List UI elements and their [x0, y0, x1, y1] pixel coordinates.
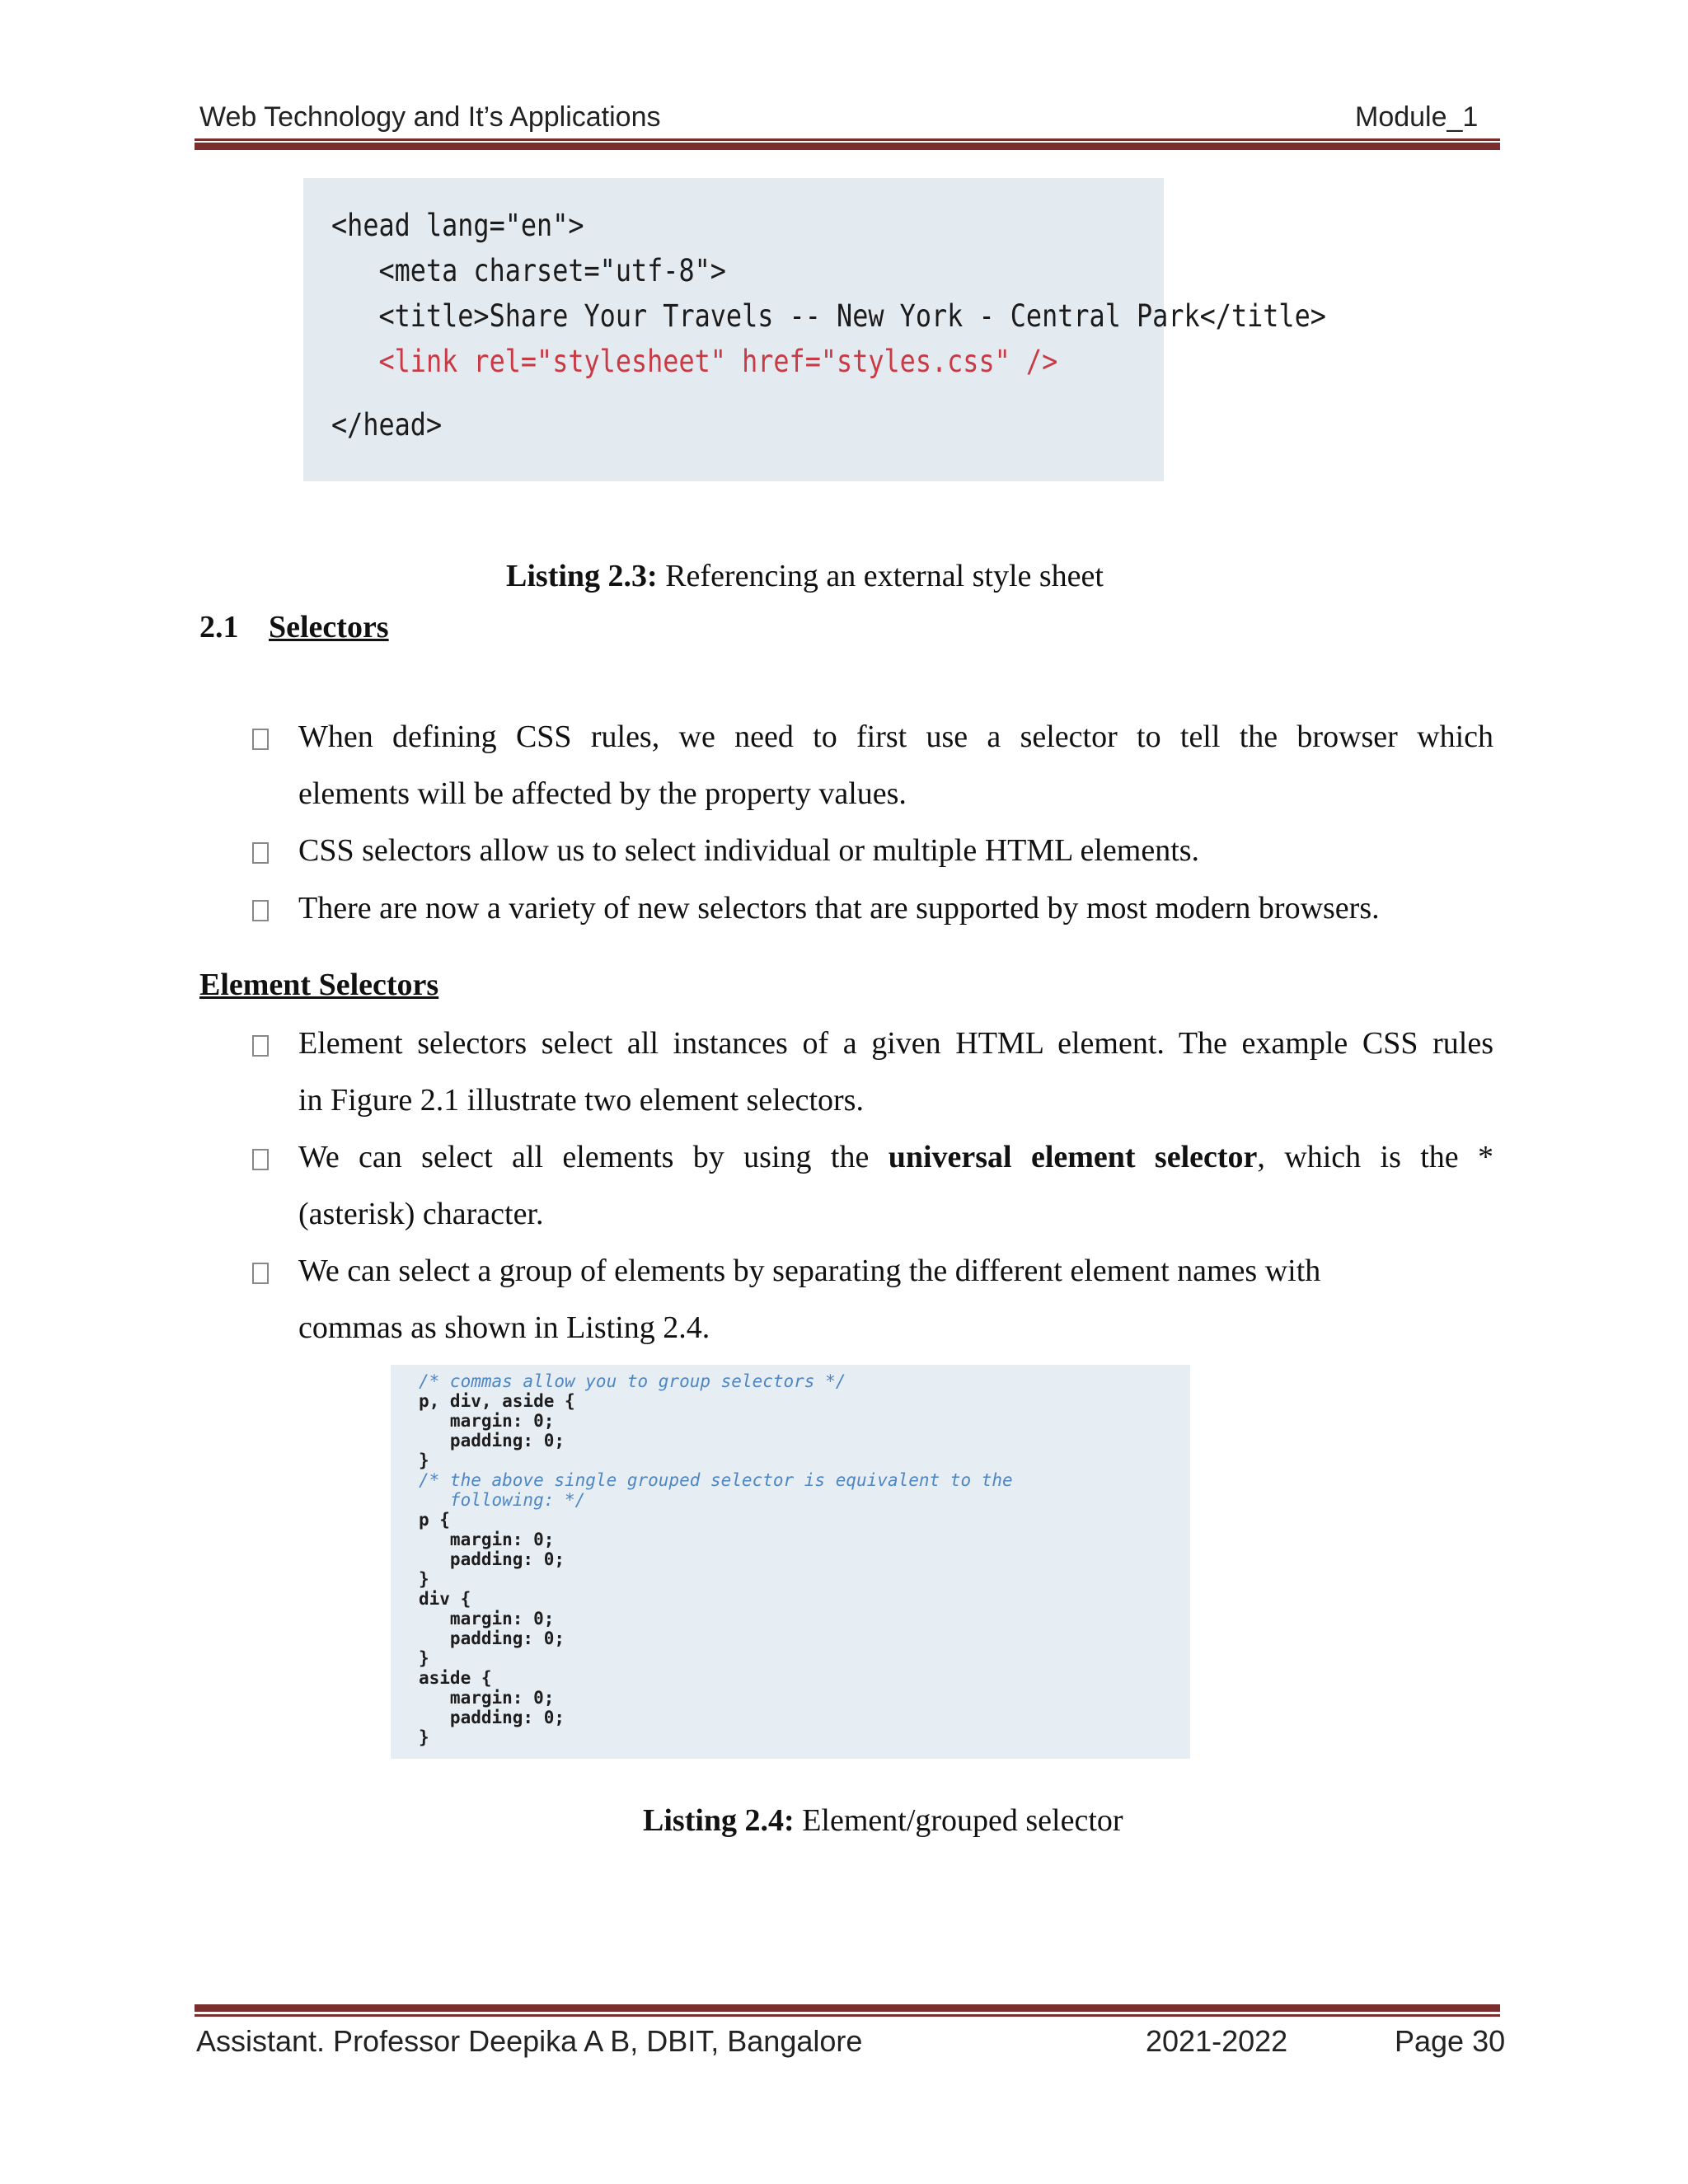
code-line: } — [419, 1727, 429, 1747]
code-line: } — [419, 1451, 429, 1470]
bullet-text: We can select all elements by using the universal element selector, which is the * — [298, 1140, 1494, 1174]
caption-text: Referencing an external style sheet — [657, 559, 1104, 593]
code-line: margin: 0; — [419, 1411, 555, 1431]
code-line-highlight: <link rel="stylesheet" href="styles.css" /> — [331, 344, 1058, 379]
code-line: padding: 0; — [419, 1708, 565, 1727]
footer-rule-thin — [195, 2014, 1500, 2017]
section-title: Selectors — [269, 610, 389, 644]
listing-2-4-caption — [643, 1802, 1123, 1840]
header-module: Module_1 — [1355, 101, 1479, 133]
code-line: p, div, aside { — [419, 1391, 575, 1411]
listing-2-4-code — [391, 1365, 1190, 1759]
code-comment-line: /* the above single grouped selector is equivalent to the — [419, 1470, 1013, 1490]
caption-label: Listing 2.3: — [506, 559, 658, 593]
bullet-icon — [252, 729, 269, 750]
caption-text: Element/grouped selector — [794, 1803, 1123, 1838]
bullet-text: in Figure 2.1 illustrate two element selectors. — [298, 1083, 864, 1118]
bullet-text: commas as shown in Listing 2.4. — [298, 1310, 710, 1345]
code-line: <title>Share Your Travels -- New York - Central Park</title> — [331, 298, 1326, 334]
bullet-icon — [252, 842, 269, 864]
section-number: 2.1 — [199, 610, 239, 644]
code-line: margin: 0; — [419, 1530, 555, 1549]
code-line: } — [419, 1569, 429, 1589]
code-comment-line: /* commas allow you to group selectors */ — [419, 1371, 846, 1391]
bullet-icon — [252, 900, 269, 921]
code-line: <head lang="en"> — [331, 208, 584, 243]
listing-2-3-caption — [506, 557, 1104, 595]
footer-page-number: Page 30 — [1395, 2024, 1506, 2058]
header-rule-thin — [195, 138, 1500, 141]
footer-rule-thick — [195, 2004, 1500, 2012]
bullet-text: We can select a group of elements by separating the different element names with — [298, 1254, 1321, 1288]
bullet-text: Element selectors select all instances of a given HTML element. The example CSS rules — [298, 1026, 1493, 1061]
code-comment-line: following: */ — [419, 1490, 586, 1510]
code-line: aside { — [419, 1668, 492, 1688]
bold-term: universal element selector — [888, 1140, 1258, 1174]
caption-label: Listing 2.4: — [643, 1803, 795, 1838]
code-line: padding: 0; — [419, 1549, 565, 1569]
bullet-icon — [252, 1263, 269, 1284]
bullet-text: There are now a variety of new selectors that are supported by most modern browsers. — [298, 891, 1380, 926]
bullet-icon — [252, 1035, 269, 1057]
code-line: margin: 0; — [419, 1688, 555, 1708]
code-line: p { — [419, 1510, 450, 1530]
header-title: Web Technology and It’s Applications — [199, 101, 661, 133]
code-line: </head> — [331, 407, 443, 443]
bullet-icon — [252, 1149, 269, 1170]
bullet-text: When defining CSS rules, we need to first use a selector to tell the browser which — [298, 719, 1493, 754]
footer-author: Assistant. Professor Deepika A B, DBIT, Bangalore — [196, 2024, 863, 2058]
header-rule-thick — [195, 143, 1500, 150]
bullet-text: elements will be affected by the property values. — [298, 776, 907, 811]
bullet-text: CSS selectors allow us to select individual or multiple HTML elements. — [298, 833, 1200, 868]
listing-2-3-code — [303, 178, 1326, 481]
code-line: padding: 0; — [419, 1629, 565, 1648]
code-line: } — [419, 1648, 429, 1668]
code-line: padding: 0; — [419, 1431, 565, 1451]
code-line: margin: 0; — [419, 1609, 555, 1629]
bullet-text: (asterisk) character. — [298, 1197, 544, 1231]
code-line: <meta charset="utf-8"> — [331, 253, 726, 288]
footer-year: 2021-2022 — [1146, 2024, 1288, 2058]
subsection-heading: Element Selectors — [199, 968, 439, 1002]
code-line: div { — [419, 1589, 471, 1609]
